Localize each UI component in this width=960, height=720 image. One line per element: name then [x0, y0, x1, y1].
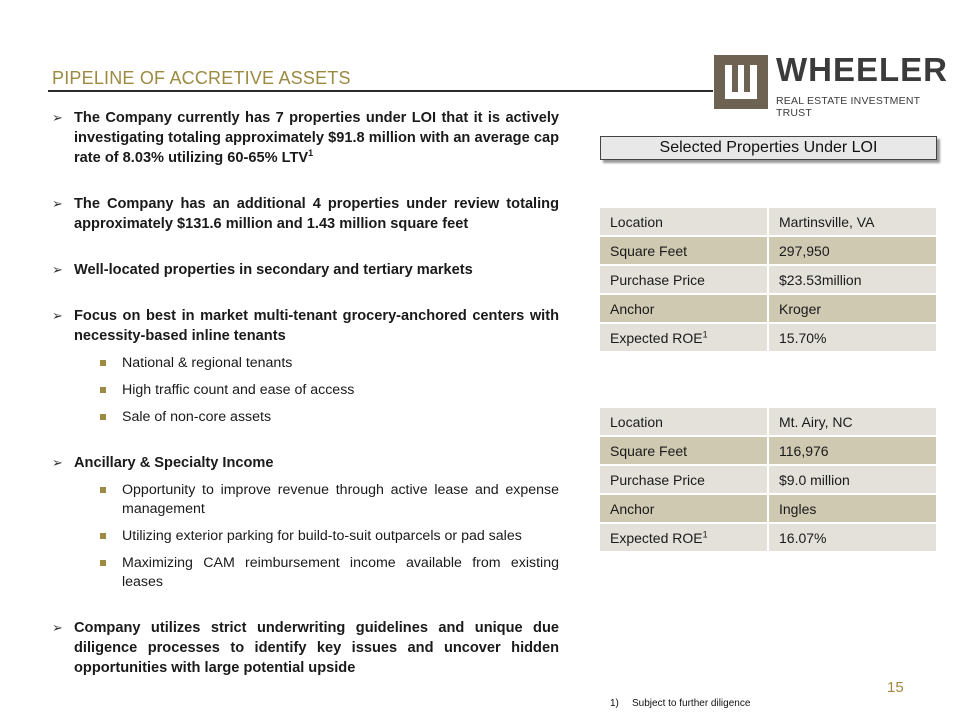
- footnote-marker: 1: [702, 328, 708, 339]
- square-bullet-icon: [100, 487, 106, 493]
- row-label: Expected ROE$^1$: [600, 524, 769, 553]
- bullet-text: The Company currently has 7 properties under LOI that it is actively investigating totaling approximately $91.8 million with an average cap rate of 8.03% utilizing 60-65% LTV: [74, 110, 559, 166]
- row-label: Square Feet: [600, 437, 769, 466]
- row-label: Purchase Price: [600, 466, 769, 495]
- sub-bullet-item: Sale of non-core assets: [52, 408, 559, 427]
- row-label: Purchase Price: [600, 266, 769, 295]
- bullet-text: Ancillary & Specialty Income: [74, 455, 274, 471]
- footnote-marker: 1: [702, 528, 708, 539]
- table-row: [600, 208, 936, 237]
- row-value: 16.07%: [769, 524, 936, 553]
- row-value: 15.70%: [769, 324, 936, 353]
- bullet-text: Focus on best in market multi-tenant grocery-anchored centers with necessity-based inline tenants: [74, 308, 559, 344]
- row-label: Square Feet: [600, 237, 769, 266]
- selected-properties-header: Selected Properties Under LOI: [600, 136, 937, 160]
- row-value: Ingles: [769, 495, 936, 524]
- property-table-mt-airy: [600, 408, 936, 553]
- property-table-martinsville: [600, 208, 936, 353]
- sub-bullet-item: National & regional tenants: [52, 354, 559, 373]
- row-label: Location: [600, 408, 769, 437]
- arrow-bullet-icon: ➢: [52, 196, 63, 211]
- title-underline: [48, 90, 713, 92]
- square-bullet-icon: [100, 560, 106, 566]
- table-row: [600, 495, 936, 524]
- row-value: Kroger: [769, 295, 936, 324]
- bullet-item: [52, 194, 559, 234]
- arrow-bullet-icon: ➢: [52, 110, 63, 125]
- row-value: Mt. Airy, NC: [769, 408, 936, 437]
- footnote-text: Subject to further diligence: [632, 698, 751, 709]
- square-bullet-icon: [100, 414, 106, 420]
- bullet-item: [52, 306, 559, 346]
- row-value: $23.53million: [769, 266, 936, 295]
- page-number: 15: [887, 679, 904, 696]
- table-row: [600, 237, 936, 266]
- bullet-text: The Company has an additional 4 properties under review totaling approximately $131.6 million and 1.43 million square feet: [74, 196, 559, 232]
- square-bullet-icon: [100, 360, 106, 366]
- sub-bullet-item: Maximizing CAM reimbursement income available from existing leases: [52, 554, 559, 592]
- sub-bullet-item: Utilizing exterior parking for build-to-suit outparcels or pad sales: [52, 527, 559, 546]
- bullet-item: [52, 108, 559, 168]
- square-bullet-icon: [100, 533, 106, 539]
- bullet-list: [52, 108, 559, 678]
- arrow-bullet-icon: ➢: [52, 308, 63, 323]
- bullet-text: Company utilizes strict underwriting guidelines and unique due diligence processes to identify key issues and uncover hidden opportunities with large potential upside: [74, 620, 559, 676]
- row-value: 116,976: [769, 437, 936, 466]
- company-logo: [714, 51, 948, 119]
- bullet-item: [52, 618, 559, 678]
- table-row: [600, 437, 936, 466]
- row-label: Anchor: [600, 495, 769, 524]
- row-label: Anchor: [600, 295, 769, 324]
- footnote-marker: 1: [308, 148, 314, 159]
- footnote: [610, 698, 750, 709]
- arrow-bullet-icon: ➢: [52, 262, 63, 277]
- square-bullet-icon: [100, 387, 106, 393]
- footnote-number: 1): [610, 698, 619, 709]
- sub-bullet-item: Opportunity to improve revenue through active lease and expense management: [52, 481, 559, 519]
- row-label: Location: [600, 208, 769, 237]
- bullet-item: [52, 260, 559, 280]
- sub-bullet-item: High traffic count and ease of access: [52, 381, 559, 400]
- bullet-text: Well-located properties in secondary and tertiary markets: [74, 262, 473, 278]
- table-row: [600, 466, 936, 495]
- logo-subtitle: REAL ESTATE INVESTMENT TRUST: [776, 95, 921, 119]
- row-value: Martinsville, VA: [769, 208, 936, 237]
- table-row: [600, 266, 936, 295]
- row-label: Expected ROE$^1$: [600, 324, 769, 353]
- arrow-bullet-icon: ➢: [52, 455, 63, 470]
- row-value: $9.0 million: [769, 466, 936, 495]
- table-row: [600, 295, 936, 324]
- row-value: 297,950: [769, 237, 936, 266]
- bullet-item: [52, 453, 559, 473]
- logo-mark-icon: [714, 55, 768, 109]
- table-row: [600, 324, 936, 353]
- page-title: PIPELINE OF ACCRETIVE ASSETS: [52, 68, 351, 88]
- logo-wordmark: WHEELER: [776, 51, 948, 88]
- arrow-bullet-icon: ➢: [52, 620, 63, 635]
- table-row: [600, 524, 936, 553]
- table-row: [600, 408, 936, 437]
